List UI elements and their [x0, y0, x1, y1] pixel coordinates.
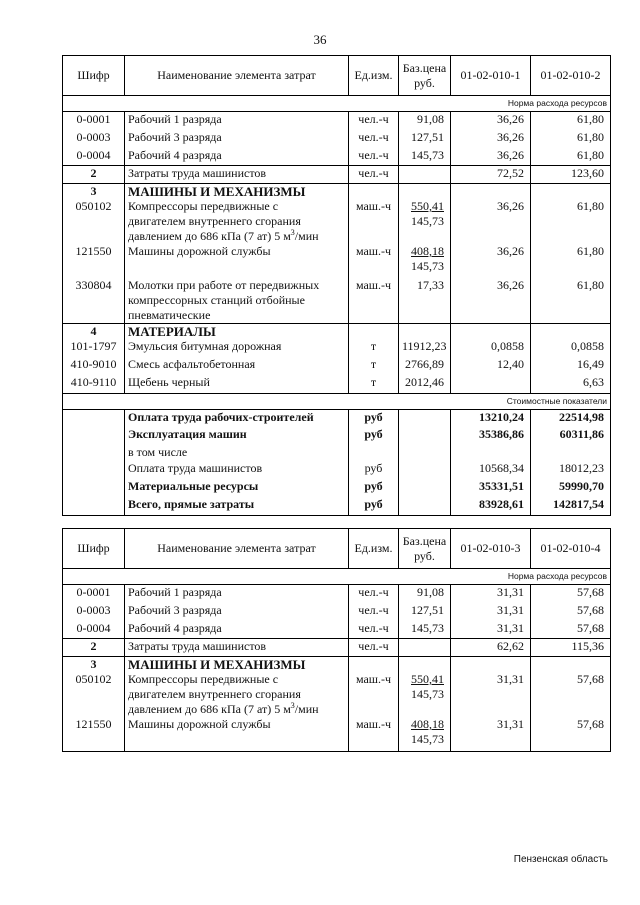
- row-name: Машины дорожной службы: [125, 244, 349, 278]
- table-row: [63, 672, 611, 717]
- row-price: 11912,23: [399, 339, 451, 357]
- header-col1: 01-02-010-3: [451, 529, 531, 569]
- summary-unit: руб: [349, 427, 399, 445]
- summary-value-2: 22514,98: [531, 409, 611, 427]
- section-row: [63, 324, 611, 340]
- row-price: 145,73: [399, 621, 451, 639]
- header-name: Наименование элемента затрат: [125, 56, 349, 96]
- row-unit: чел.-ч: [349, 166, 399, 184]
- row-name: Машины дорожной службы: [125, 717, 349, 751]
- row-code: 0-0003: [63, 130, 125, 148]
- estimate-table-2: [62, 528, 611, 752]
- row-unit: т: [349, 375, 399, 393]
- table-row: [63, 148, 611, 166]
- labor-row: [63, 166, 611, 184]
- row-name: Рабочий 4 разряда: [125, 621, 349, 639]
- row-value-1: 72,52: [451, 166, 531, 184]
- row-value-2: 57,68: [531, 603, 611, 621]
- row-code: 2: [63, 166, 125, 184]
- row-code: 050102: [63, 199, 125, 244]
- section-row: [63, 657, 611, 673]
- row-value-2: 61,80: [531, 148, 611, 166]
- header-col2: 01-02-010-2: [531, 56, 611, 96]
- row-name: Компрессоры передвижные с двигателем внутреннего сгорания давлением до 686 кПа (7 ат) 5 $м^3$/мин: [125, 199, 349, 244]
- row-code: 0-0001: [63, 112, 125, 130]
- page-number: 36: [313, 32, 327, 47]
- row-code: 410-9010: [63, 357, 125, 375]
- row-value-1: 12,40: [451, 357, 531, 375]
- row-value-1: 36,26: [451, 130, 531, 148]
- row-name: Рабочий 1 разряда: [125, 585, 349, 603]
- row-value-2: 115,36: [531, 639, 611, 657]
- cost-note: Стоимостные показатели: [63, 393, 611, 409]
- row-price: 550,41 145,73: [399, 672, 451, 717]
- summary-unit: руб: [349, 479, 399, 497]
- row-code: 050102: [63, 672, 125, 717]
- row-unit: т: [349, 339, 399, 357]
- row-unit: чел.-ч: [349, 585, 399, 603]
- table-row: [63, 357, 611, 375]
- norm-note: Норма расхода ресурсов: [63, 96, 611, 112]
- header-name: Наименование элемента затрат: [125, 529, 349, 569]
- table-row: [63, 244, 611, 278]
- summary-row: [63, 409, 611, 427]
- row-name: Рабочий 3 разряда: [125, 130, 349, 148]
- row-name: Смесь асфальтобетонная: [125, 357, 349, 375]
- header-row: [63, 529, 611, 569]
- row-value-2: 57,68: [531, 717, 611, 751]
- row-value-1: 36,26: [451, 148, 531, 166]
- norm-note-row: [63, 569, 611, 585]
- footer-region: Пензенская область: [513, 854, 608, 865]
- header-price-line2: руб.: [414, 75, 435, 90]
- row-value-1: 31,31: [451, 585, 531, 603]
- row-value-2: 0,0858: [531, 339, 611, 357]
- row-unit: маш.-ч: [349, 672, 399, 717]
- row-value-1: 62,62: [451, 639, 531, 657]
- row-unit: чел.-ч: [349, 639, 399, 657]
- row-unit: маш.-ч: [349, 278, 399, 324]
- row-price: 145,73: [399, 148, 451, 166]
- row-value-1: 36,26: [451, 199, 531, 244]
- row-value-2: 16,49: [531, 357, 611, 375]
- row-unit: т: [349, 357, 399, 375]
- row-name: Компрессоры передвижные с двигателем внутреннего сгорания давлением до 686 кПа (7 ат) 5 $м^3$/мин: [125, 672, 349, 717]
- row-value-2: 61,80: [531, 199, 611, 244]
- labor-row: [63, 639, 611, 657]
- summary-value-1: 83928,61: [451, 497, 531, 515]
- row-unit: чел.-ч: [349, 148, 399, 166]
- header-row: [63, 56, 611, 96]
- cost-note-row: [63, 393, 611, 409]
- norm-note: Норма расхода ресурсов: [63, 569, 611, 585]
- row-code: 121550: [63, 717, 125, 751]
- header-code: Шифр: [63, 56, 125, 96]
- header-price: [399, 529, 451, 569]
- summary-name: Оплата труда машинистов: [125, 461, 349, 479]
- row-value-2: 57,68: [531, 585, 611, 603]
- row-name: Рабочий 4 разряда: [125, 148, 349, 166]
- row-price: 408,18 145,73: [399, 244, 451, 278]
- row-unit: чел.-ч: [349, 112, 399, 130]
- table-row: [63, 112, 611, 130]
- row-value-1: 31,31: [451, 621, 531, 639]
- header-col2: 01-02-010-4: [531, 529, 611, 569]
- row-code: 0-0004: [63, 621, 125, 639]
- row-price: [399, 166, 451, 184]
- row-value-1: 31,31: [451, 672, 531, 717]
- row-unit: маш.-ч: [349, 717, 399, 751]
- row-price: 17,33: [399, 278, 451, 324]
- header-price-line1: Баз.цена: [402, 60, 447, 75]
- row-price: 127,51: [399, 130, 451, 148]
- row-name: Щебень черный: [125, 375, 349, 393]
- row-unit: чел.-ч: [349, 621, 399, 639]
- estimate-table-1: [62, 55, 611, 516]
- row-value-2: 123,60: [531, 166, 611, 184]
- row-name: Рабочий 3 разряда: [125, 603, 349, 621]
- row-value-2: 61,80: [531, 244, 611, 278]
- summary-name: Материальные ресурсы: [125, 479, 349, 497]
- row-name: Затраты труда машинистов: [125, 166, 349, 184]
- row-value-2: 57,68: [531, 621, 611, 639]
- row-name: Эмульсия битумная дорожная: [125, 339, 349, 357]
- header-col1: 01-02-010-1: [451, 56, 531, 96]
- table-row: [63, 585, 611, 603]
- row-value-1: 0,0858: [451, 339, 531, 357]
- row-price: 408,18 145,73: [399, 717, 451, 751]
- summary-row: [63, 497, 611, 515]
- row-code: 0-0004: [63, 148, 125, 166]
- summary-value-2: 18012,23: [531, 461, 611, 479]
- header-unit: Ед.изм.: [349, 56, 399, 96]
- row-code: 121550: [63, 244, 125, 278]
- row-value-1: 36,26: [451, 278, 531, 324]
- summary-row: [63, 445, 611, 461]
- row-price: 2012,46: [399, 375, 451, 393]
- summary-value-1: 13210,24: [451, 409, 531, 427]
- row-value-2: 61,80: [531, 112, 611, 130]
- row-name: Затраты труда машинистов: [125, 639, 349, 657]
- summary-row: [63, 461, 611, 479]
- summary-value-1: 35331,51: [451, 479, 531, 497]
- summary-unit: руб: [349, 497, 399, 515]
- section-row: [63, 184, 611, 200]
- row-code: 101-1797: [63, 339, 125, 357]
- summary-row: [63, 479, 611, 497]
- row-value-1: 31,31: [451, 717, 531, 751]
- summary-value-1: 35386,86: [451, 427, 531, 445]
- header-price-line2: руб.: [414, 548, 435, 563]
- summary-name: Эксплуатация машин: [125, 427, 349, 445]
- table-row: [63, 339, 611, 357]
- row-price: 127,51: [399, 603, 451, 621]
- row-unit: маш.-ч: [349, 244, 399, 278]
- table-row: [63, 603, 611, 621]
- summary-value-1: 10568,34: [451, 461, 531, 479]
- row-name: Молотки при работе от передвижных компрессорных станций отбойные пневматические: [125, 278, 349, 324]
- table-row: [63, 278, 611, 324]
- row-value-1: 36,26: [451, 244, 531, 278]
- row-value-2: 61,80: [531, 278, 611, 324]
- row-unit: маш.-ч: [349, 199, 399, 244]
- summary-name: Всего, прямые затраты: [125, 497, 349, 515]
- table-row: [63, 717, 611, 751]
- header-code: Шифр: [63, 529, 125, 569]
- row-code: 0-0003: [63, 603, 125, 621]
- section-title: МАТЕРИАЛЫ: [125, 324, 349, 340]
- section-code: 3: [63, 184, 125, 200]
- section-title: МАШИНЫ И МЕХАНИЗМЫ: [125, 657, 349, 673]
- row-price: 91,08: [399, 112, 451, 130]
- section-title: МАШИНЫ И МЕХАНИЗМЫ: [125, 184, 349, 200]
- row-code: 330804: [63, 278, 125, 324]
- table-row: [63, 199, 611, 244]
- row-name: Рабочий 1 разряда: [125, 112, 349, 130]
- table-row: [63, 130, 611, 148]
- section-code: 3: [63, 657, 125, 673]
- row-code: 2: [63, 639, 125, 657]
- summary-name: Оплата труда рабочих-строителей: [125, 409, 349, 427]
- row-price: 91,08: [399, 585, 451, 603]
- section-code: 4: [63, 324, 125, 340]
- row-value-1: 36,26: [451, 112, 531, 130]
- summary-unit: руб: [349, 409, 399, 427]
- header-price: [399, 56, 451, 96]
- summary-value-2: 60311,86: [531, 427, 611, 445]
- row-price: 550,41 145,73: [399, 199, 451, 244]
- row-value-2: 57,68: [531, 672, 611, 717]
- table-row: [63, 621, 611, 639]
- summary-value-2: 59990,70: [531, 479, 611, 497]
- header-unit: Ед.изм.: [349, 529, 399, 569]
- row-value-1: 31,31: [451, 603, 531, 621]
- row-price: 2766,89: [399, 357, 451, 375]
- row-value-2: 61,80: [531, 130, 611, 148]
- summary-unit: руб: [349, 461, 399, 479]
- table-row: [63, 375, 611, 393]
- row-unit: чел.-ч: [349, 130, 399, 148]
- row-code: 0-0001: [63, 585, 125, 603]
- row-code: 410-9110: [63, 375, 125, 393]
- row-unit: чел.-ч: [349, 603, 399, 621]
- summary-value-2: 142817,54: [531, 497, 611, 515]
- row-value-1: [451, 375, 531, 393]
- row-value-2: 6,63: [531, 375, 611, 393]
- norm-note-row: [63, 96, 611, 112]
- summary-name: в том числе: [125, 445, 349, 461]
- header-price-line1: Баз.цена: [402, 533, 447, 548]
- row-price: [399, 639, 451, 657]
- summary-row: [63, 427, 611, 445]
